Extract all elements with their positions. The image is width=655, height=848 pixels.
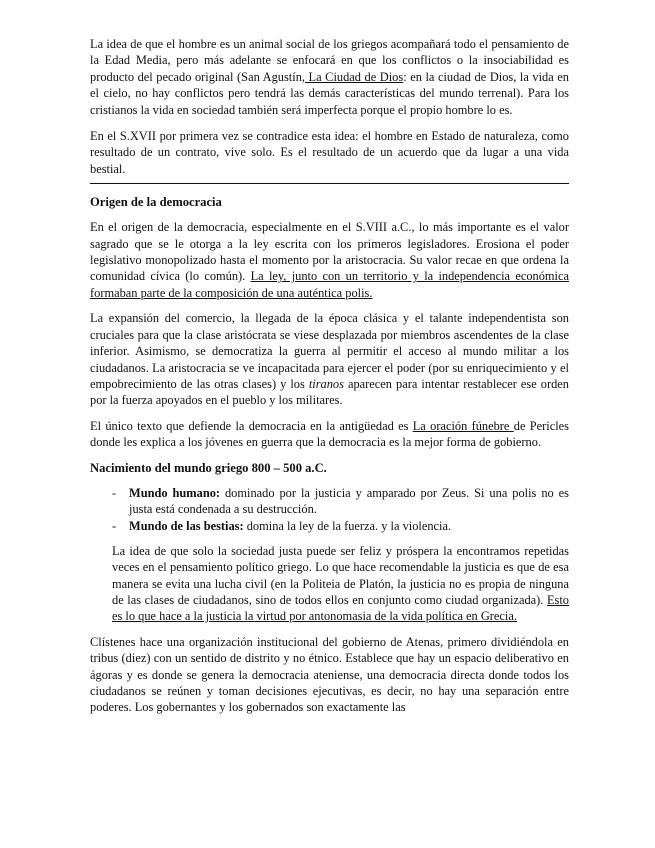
bullet-list <box>90 485 569 535</box>
underlined-title: La oración fúnebre <box>412 418 514 433</box>
paragraph-justicia <box>90 543 569 625</box>
bullet-term: Mundo de las bestias: <box>129 519 244 534</box>
underlined-text: La ley, junto con un territorio y la independencia económica formaban parte de la composición de una auténtica polis. <box>90 269 569 300</box>
text-span: La expansión del comercio, la llegada de la época clásica y el talante independentista son cruciales para que la clase aristócrata se viese desplazada por miembros ascendentes de la clase inferior. Asimismo, se democratiza la guerra al permitir el acceso al mundo militar a los ciudadanos. La aristocracia se ve incapacitada para ejercer el poder (por su enriquecimiento y el empobrecimiento de las otras clases) y los <box>90 311 569 391</box>
bullet-term: Mundo humano: <box>129 485 221 500</box>
underlined-text: Esto es lo que hace a la justicia la virtud por antonomasia de la vida política en Grecia. <box>112 592 569 624</box>
paragraph-clistenes: Clístenes hace una organización institucional del gobierno de Atenas, primero dividiéndola en tribus (diez) con un sentido de distrito y no étnico. Establece que hay un espacio deliberativo en ágoras y es donde se genera la democracia ateniense, una democracia directa donde todos los ciudadanos se reúnen y toman decisiones ejecutivas, es decir, no hay una separación entre poderes. Los gobernantes y los gobernados son exactamente las <box>90 634 569 715</box>
section-divider <box>90 183 569 184</box>
text-span: La idea de que el hombre es un animal social de los griegos acompañará todo el pensamiento de la Edad Media, pero más adelante se enfocará en que los conflictos o la insociabilidad es producto del pecado original (San Agustín <box>90 37 569 84</box>
underlined-title: , La Ciudad de Dios <box>301 69 404 84</box>
text-span: : en la ciudad de Dios, la vida en el cielo, no hay conflictos pero tendrá las demás características del mundo terrenal). Para los cristianos la vida en sociedad también será imperfecta porque el propio hombre lo es. <box>90 69 569 117</box>
text-span: El único texto que defiende la democracia en la antigüedad es <box>90 418 413 433</box>
paragraph-expansion <box>90 310 569 408</box>
text-span: La idea de que solo la sociedad justa puede ser feliz y próspera la encontramos repetidas veces en el pensamiento político griego. Lo que hace recomendable la justicia es que de esa manera se evita una lucha civil (en la Politeia de Platón, la justicia no es propia de ninguna de las clases de ciudadanos, sino de todos ellos en conjunto como ciudad organizada). <box>112 543 569 607</box>
heading-nacimiento: Nacimiento del mundo griego 800 – 500 a.C. <box>90 460 327 475</box>
paragraph-oracion <box>90 418 569 451</box>
heading-origen: Origen de la democracia <box>90 195 222 210</box>
text-span: aparecen para intentar restablecer ese orden por la fuerza apoyados en el pueblo y los militares. <box>90 376 569 408</box>
text-span: En el origen de la democracia, especialmente en el S.VIII a.C., lo más importante es el valor sagrado que se le otorga a la ley escrita con los primeros legisladores. Erosiona el poder legislativo monopolizado hasta el momento por la aristocracia. Su valor recae en que ordena la comunidad cívica (lo común). <box>90 220 569 284</box>
bullet-text: dominado por la justicia y amparado por Zeus. Si una polis no es justa está condenada a su destrucción. <box>129 485 569 516</box>
paragraph-xvii: En el S.XVII por primera vez se contradice esta idea: el hombre en Estado de naturaleza, como resultado de un contrato, vive solo. Es el resultado de un acuerdo que da lugar a una vida bestial. <box>90 129 569 176</box>
text-span: de Pericles donde les explica a los jóvenes en guerra que la democracia es la mejor forma de gobierno. <box>90 418 570 450</box>
dash-marker: - <box>112 519 117 534</box>
italic-text: tiranos <box>308 376 344 391</box>
bullet-text: domina la ley de la fuerza. y la violencia. <box>243 519 452 534</box>
paragraph-origen <box>90 219 569 301</box>
list-item <box>112 518 569 534</box>
dash-marker: - <box>112 485 117 500</box>
list-item <box>112 485 569 518</box>
paragraph-intro <box>90 36 569 118</box>
